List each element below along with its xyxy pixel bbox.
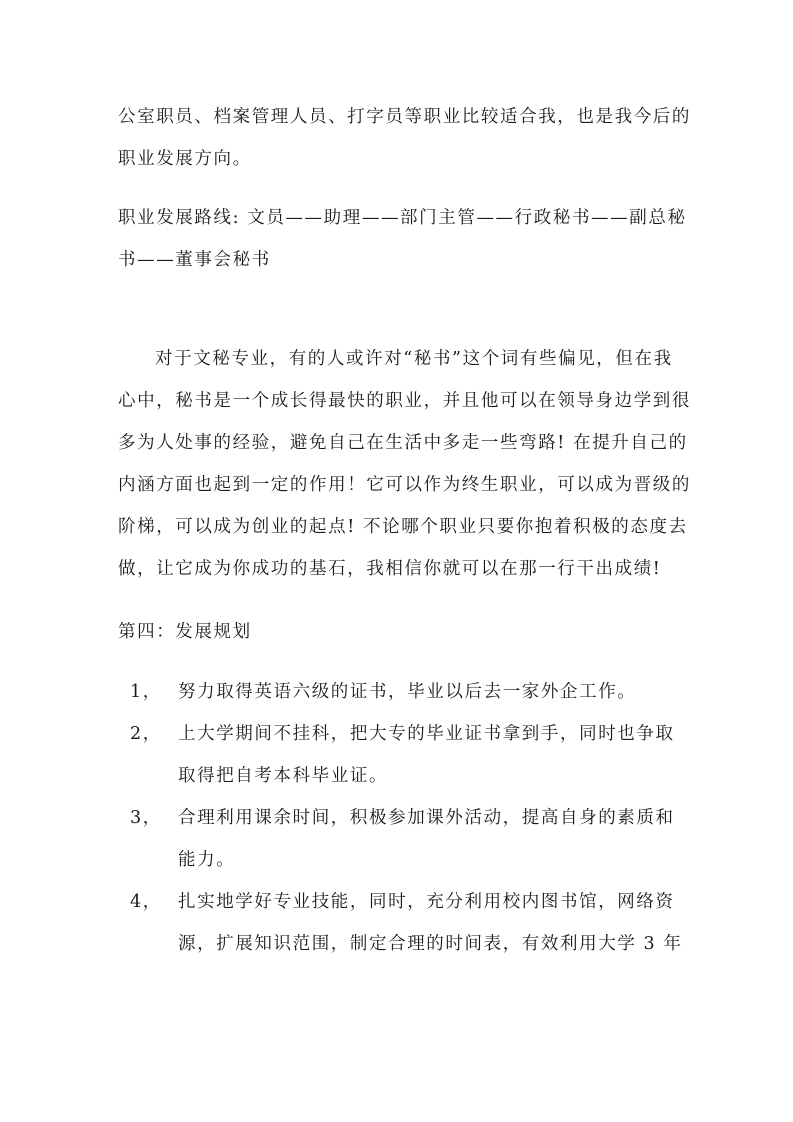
- text-line: 职业发展方向。: [118, 149, 252, 169]
- list-text-line: 努力取得英语六级的证书，毕业以后去一家外企工作。: [178, 682, 637, 702]
- section-title-text: 第四：发展规划: [118, 622, 252, 642]
- list-number: 3，: [130, 808, 162, 828]
- paragraph-career-path: [118, 197, 687, 281]
- text-line: 心中，秘书是一个成长得最快的职业，并且他可以在领导身边学到很: [118, 391, 691, 411]
- list-number: 1，: [130, 682, 162, 702]
- text-line: 内涵方面也起到一定的作用！它可以作为终生职业，可以成为晋级的: [118, 475, 691, 495]
- text-line: 多为人处事的经验，避免自己在生活中多走一些弯路! 在提升自己的: [118, 433, 688, 453]
- paragraph-secretary-view: [118, 338, 691, 590]
- paragraph-career-direction: [118, 96, 691, 180]
- list-text-line: 上大学期间不挂科，把大专的毕业证书拿到手，同时也争取: [178, 724, 675, 744]
- list-text-line: 能力。: [178, 850, 236, 870]
- section-title: [118, 611, 674, 653]
- list-text-line: 合理利用课余时间，积极参加课外活动，提高自身的素质和: [178, 808, 675, 828]
- text-line: 做，让它成为你成功的基石，我相信你就可以在那一行干出成绩!: [118, 559, 662, 579]
- text-line: 对于文秘专业，有的人或许对“秘书”这个词有些偏见，但在我: [155, 349, 673, 369]
- text-line: 职业发展路线: 文员——助理——部门主管——行政秘书——副总秘: [118, 208, 687, 228]
- list-text-line: 扎实地学好专业技能，同时，充分利用校内图书馆，网络资: [178, 892, 675, 912]
- list-text-line: 源，扩展知识范围，制定合理的时间表，有效利用大学 3 年: [178, 934, 683, 954]
- text-line: 书——董事会秘书: [118, 250, 271, 270]
- text-line: 公室职员、档案管理人员、打字员等职业比较适合我，也是我今后的: [118, 107, 691, 127]
- list-number: 2，: [130, 724, 162, 744]
- list-text-line: 取得把自考本科毕业证。: [178, 766, 389, 786]
- list-number: 4，: [130, 892, 162, 912]
- text-line: 阶梯，可以成为创业的起点! 不论哪个职业只要你抱着积极的态度去: [118, 517, 688, 537]
